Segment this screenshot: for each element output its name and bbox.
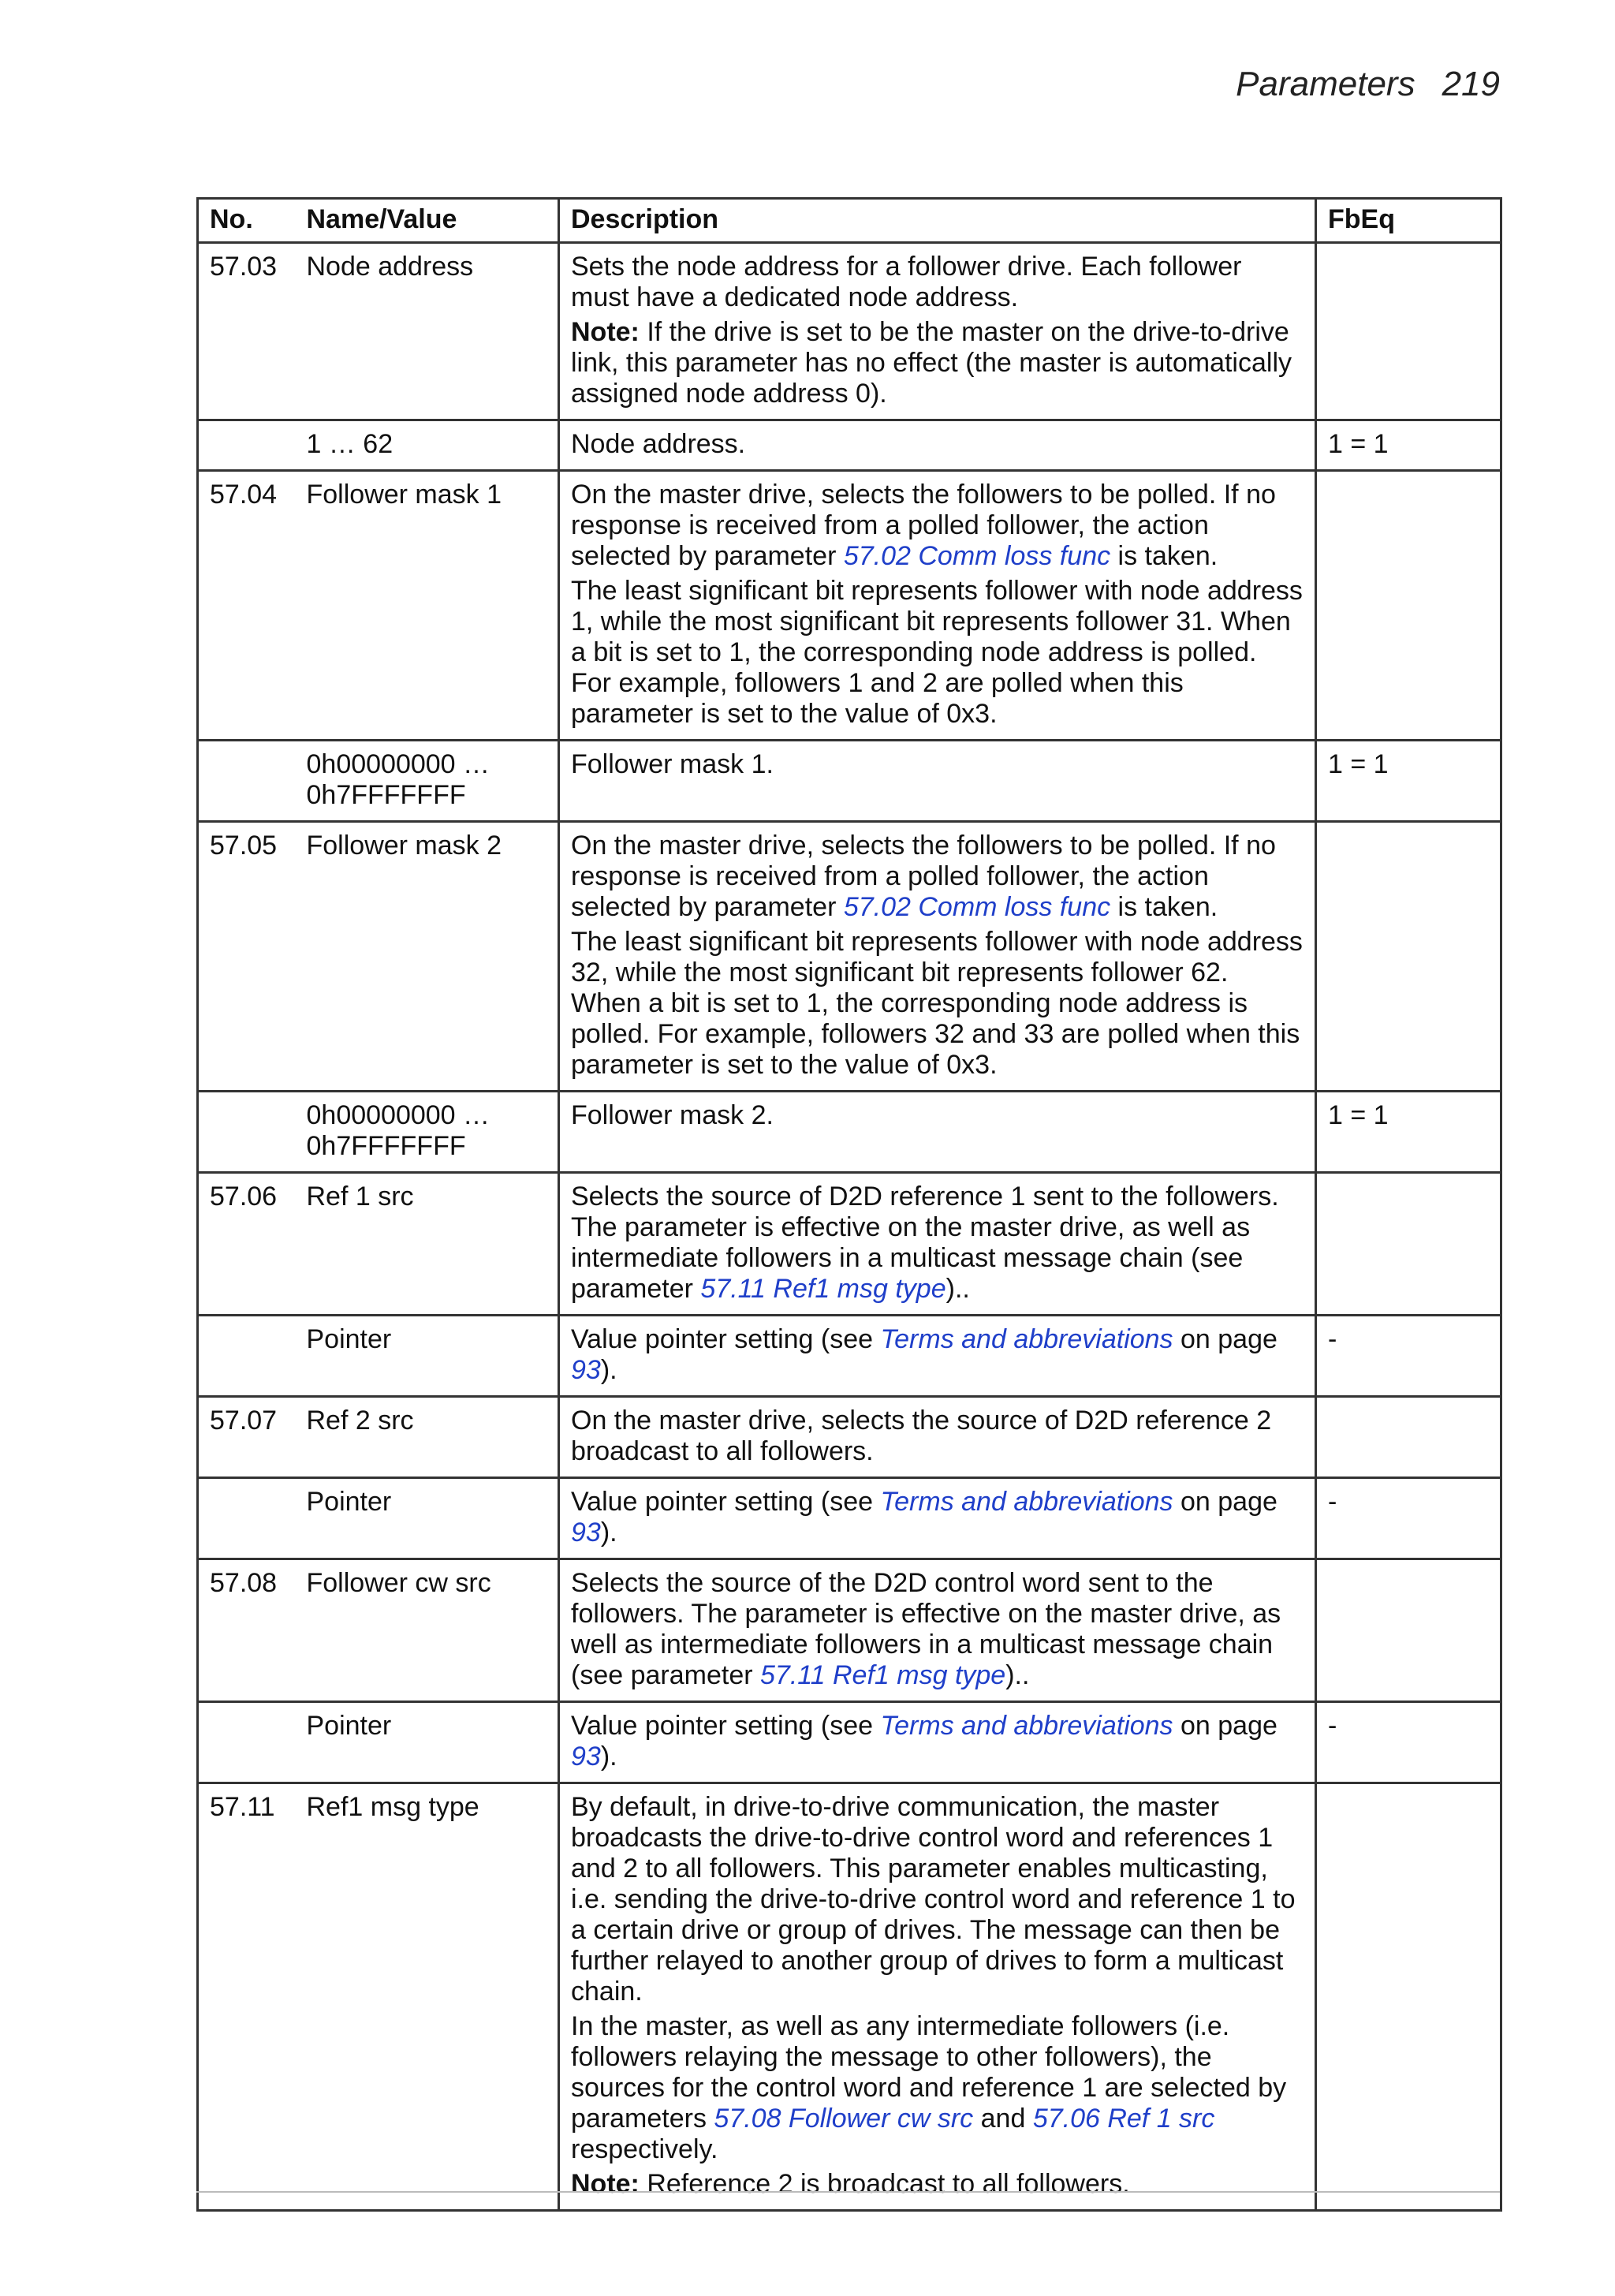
param-description — [559, 822, 1316, 1092]
param-number — [198, 1478, 296, 1559]
page-header — [1236, 65, 1500, 104]
description-text: ).. — [1005, 1660, 1030, 1690]
description-text: Follower mask 2. — [571, 1100, 774, 1130]
note-label: Note: — [571, 2169, 640, 2199]
page-number: 219 — [1442, 65, 1500, 103]
description-text: Value pointer setting (see — [571, 1324, 881, 1354]
cross-reference-link[interactable]: 57.08 Follower cw src — [714, 2104, 974, 2134]
description-text: ).. — [946, 1274, 970, 1304]
description-text: The least significant bit represents follower with node address 32, while the most significant bit represents follower 62. When a bit is set to 1, the corresponding node address is polled. For example, followers 32 and 33 are polled when this parameter is set to the value of 0x3. — [571, 927, 1303, 1080]
description-paragraph — [571, 1568, 1304, 1691]
description-paragraph — [571, 317, 1304, 409]
param-description — [559, 741, 1316, 822]
description-text: Selects the source of the D2D control word sent to the followers. The parameter is effective on the master drive, as well as intermediate followers in a multicast message chain (see parameter — [571, 1568, 1281, 1690]
param-number — [198, 420, 296, 471]
param-number: 57.06 — [198, 1173, 296, 1316]
param-number — [198, 1092, 296, 1173]
table-body — [198, 243, 1501, 2211]
header-no: No. — [198, 199, 296, 243]
param-fbeq — [1316, 1173, 1501, 1316]
description-text: Value pointer setting (see — [571, 1487, 881, 1517]
param-fbeq: - — [1316, 1478, 1501, 1559]
table-row — [198, 1559, 1501, 1702]
description-text: ). — [600, 1742, 617, 1771]
param-number: 57.04 — [198, 471, 296, 741]
param-name-value: Follower mask 1 — [296, 471, 559, 741]
description-paragraph — [571, 2011, 1304, 2165]
table-row — [198, 1478, 1501, 1559]
description-paragraph — [571, 1324, 1304, 1386]
description-paragraph — [571, 831, 1304, 923]
param-description — [559, 1316, 1316, 1397]
param-number: 57.03 — [198, 243, 296, 420]
table-row — [198, 471, 1501, 741]
description-text: In the master, as well as any intermediate followers (i.e. followers relaying the message to other followers), the sources for the control word and reference 1 are selected by parameters — [571, 2011, 1287, 2134]
section-title: Parameters — [1236, 65, 1415, 103]
param-name-value: Pointer — [296, 1702, 559, 1783]
description-text: Value pointer setting (see — [571, 1711, 881, 1741]
description-text: By default, in drive-to-drive communication, the master broadcasts the drive-to-drive control word and references 1 and 2 to all followers. This parameter enables multicasting, i.e. sending the drive-to-drive control word and reference 1 to a certain drive or group of drives. The message can then be further relayed to another group of drives to form a multicast chain. — [571, 1792, 1296, 2007]
param-number: 57.08 — [198, 1559, 296, 1702]
description-text: On the master drive, selects the followers to be polled. If no response is received from a polled follower, the action selected by parameter — [571, 480, 1276, 571]
cross-reference-link[interactable]: 93 — [571, 1355, 601, 1385]
cross-reference-link[interactable]: 57.02 Comm loss func — [843, 541, 1111, 571]
description-text: If the drive is set to be the master on the drive-to-drive link, this parameter has no effect (the master is automatically assigned node address 0). — [571, 317, 1292, 409]
param-fbeq — [1316, 822, 1501, 1092]
cross-reference-link[interactable]: Terms and abbreviations — [880, 1711, 1173, 1741]
param-name-value: Pointer — [296, 1478, 559, 1559]
param-name-value: 0h00000000 … 0h7FFFFFFF — [296, 1092, 559, 1173]
param-fbeq: 1 = 1 — [1316, 741, 1501, 822]
param-description — [559, 1559, 1316, 1702]
header-name-value: Name/Value — [296, 199, 559, 243]
table-header-row — [198, 199, 1501, 243]
table-row — [198, 1173, 1501, 1316]
param-name-value: Follower cw src — [296, 1559, 559, 1702]
param-description — [559, 1478, 1316, 1559]
param-description — [559, 420, 1316, 471]
param-fbeq: - — [1316, 1316, 1501, 1397]
param-description — [559, 1783, 1316, 2211]
description-paragraph — [571, 429, 1304, 460]
description-text: respectively. — [571, 2134, 718, 2164]
param-description — [559, 1092, 1316, 1173]
param-fbeq — [1316, 1397, 1501, 1478]
description-text: and — [973, 2104, 1033, 2134]
param-description — [559, 1397, 1316, 1478]
description-paragraph — [571, 1487, 1304, 1548]
param-number — [198, 1702, 296, 1783]
description-text: Sets the node address for a follower drive. Each follower must have a dedicated node address. — [571, 252, 1242, 312]
param-name-value: Ref1 msg type — [296, 1783, 559, 2211]
cross-reference-link[interactable]: 57.11 Ref1 msg type — [700, 1274, 946, 1304]
description-paragraph — [571, 2169, 1304, 2200]
param-fbeq — [1316, 1783, 1501, 2211]
description-paragraph — [571, 1182, 1304, 1305]
param-fbeq: - — [1316, 1702, 1501, 1783]
description-paragraph — [571, 749, 1304, 780]
description-text: on page — [1173, 1711, 1277, 1741]
param-fbeq: 1 = 1 — [1316, 1092, 1501, 1173]
description-text: On the master drive, selects the followers to be polled. If no response is received from a polled follower, the action selected by parameter — [571, 831, 1276, 922]
description-paragraph — [571, 1100, 1304, 1131]
param-fbeq — [1316, 471, 1501, 741]
param-name-value: Follower mask 2 — [296, 822, 559, 1092]
table-row — [198, 741, 1501, 822]
param-name-value: 0h00000000 … 0h7FFFFFFF — [296, 741, 559, 822]
description-text: Selects the source of D2D reference 1 sent to the followers. The parameter is effective on the master drive, as well as intermediate followers in a multicast message chain (see parameter — [571, 1182, 1279, 1304]
table-row — [198, 1783, 1501, 2211]
table-row — [198, 1092, 1501, 1173]
description-paragraph — [571, 1406, 1304, 1467]
param-number: 57.05 — [198, 822, 296, 1092]
footer-rule — [196, 2191, 1500, 2193]
param-fbeq: 1 = 1 — [1316, 420, 1501, 471]
cross-reference-link[interactable]: Terms and abbreviations — [880, 1324, 1173, 1354]
description-paragraph — [571, 576, 1304, 730]
parameter-table — [196, 197, 1502, 2212]
description-text: on page — [1173, 1324, 1277, 1354]
description-paragraph — [571, 1711, 1304, 1772]
description-paragraph — [571, 252, 1304, 313]
description-text: On the master drive, selects the source of D2D reference 2 broadcast to all followers. — [571, 1406, 1272, 1466]
description-text: Node address. — [571, 429, 746, 459]
param-name-value: Ref 1 src — [296, 1173, 559, 1316]
cross-reference-link[interactable]: 93 — [571, 1742, 601, 1771]
param-name-value: Node address — [296, 243, 559, 420]
table-row — [198, 1702, 1501, 1783]
header-description: Description — [559, 199, 1316, 243]
param-description — [559, 1702, 1316, 1783]
cross-reference-link[interactable]: 57.11 Ref1 msg type — [760, 1660, 1006, 1690]
header-fbeq: FbEq — [1316, 199, 1501, 243]
table-row — [198, 1397, 1501, 1478]
param-description — [559, 1173, 1316, 1316]
table-row — [198, 822, 1501, 1092]
param-name-value: Pointer — [296, 1316, 559, 1397]
param-fbeq — [1316, 1559, 1501, 1702]
param-name-value: Ref 2 src — [296, 1397, 559, 1478]
param-description — [559, 243, 1316, 420]
param-number: 57.07 — [198, 1397, 296, 1478]
description-text: ). — [600, 1355, 617, 1385]
table-row — [198, 420, 1501, 471]
description-text: Reference 2 is broadcast to all followers. — [639, 2169, 1130, 2199]
note-label: Note: — [571, 317, 640, 347]
cross-reference-link[interactable]: 57.02 Comm loss func — [843, 892, 1111, 922]
cross-reference-link[interactable]: 57.06 Ref 1 src — [1032, 2104, 1215, 2134]
description-text: Follower mask 1. — [571, 749, 774, 779]
description-text: is taken. — [1110, 541, 1218, 571]
table-row — [198, 1316, 1501, 1397]
param-fbeq — [1316, 243, 1501, 420]
param-number — [198, 741, 296, 822]
description-text: The least significant bit represents follower with node address 1, while the most significant bit represents follower 31. When a bit is set to 1, the corresponding node address is polled. For example, followers 1 and 2 are polled when this parameter is set to the value of 0x3. — [571, 576, 1303, 729]
param-description — [559, 471, 1316, 741]
description-paragraph — [571, 927, 1304, 1081]
param-name-value: 1 … 62 — [296, 420, 559, 471]
description-text: on page — [1173, 1487, 1277, 1517]
table-row — [198, 243, 1501, 420]
description-paragraph — [571, 480, 1304, 572]
param-number: 57.11 — [198, 1783, 296, 2211]
description-text: ). — [600, 1518, 617, 1547]
description-paragraph — [571, 1792, 1304, 2007]
description-text: is taken. — [1110, 892, 1218, 922]
cross-reference-link[interactable]: Terms and abbreviations — [880, 1487, 1173, 1517]
param-number — [198, 1316, 296, 1397]
cross-reference-link[interactable]: 93 — [571, 1518, 601, 1547]
